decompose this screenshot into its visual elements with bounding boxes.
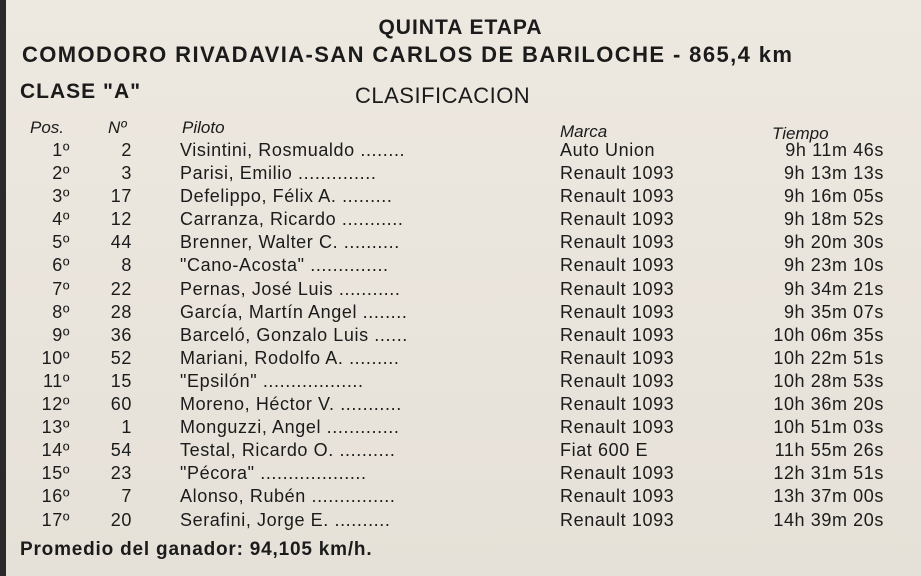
- time-cell: 9h 18m 52s: [783, 209, 884, 230]
- make-cell: Renault 1093: [560, 417, 675, 438]
- table-row: [0, 510, 921, 533]
- driver-cell: Parisi, Emilio ..............: [180, 163, 377, 184]
- column-header-piloto: Piloto: [182, 118, 225, 137]
- time-cell: 9h 35m 07s: [783, 301, 884, 322]
- table-row: [0, 186, 921, 209]
- number-cell: 20: [110, 509, 132, 530]
- position-cell: 9º: [52, 324, 70, 345]
- table-row: [0, 302, 921, 325]
- column-header-tiempo: Tiempo: [772, 124, 829, 143]
- make-cell: Renault 1093: [560, 324, 675, 345]
- time-cell: 14h 39m 20s: [773, 509, 884, 530]
- number-cell: 1: [121, 417, 132, 438]
- driver-cell: Mariani, Rodolfo A. .........: [180, 347, 400, 368]
- time-cell: 13h 37m 00s: [773, 486, 884, 507]
- table-row: [0, 279, 921, 302]
- table-row: [0, 440, 921, 463]
- make-cell: Renault 1093: [560, 186, 675, 207]
- table-row: [0, 255, 921, 278]
- time-cell: 9h 13m 13s: [783, 163, 884, 184]
- column-header-pos: Pos.: [30, 118, 65, 137]
- class-label: CLASE "A": [20, 80, 142, 103]
- column-header-marca: Marca: [560, 122, 608, 141]
- number-cell: 17: [110, 186, 132, 207]
- driver-cell: "Pécora" ...................: [180, 463, 367, 484]
- position-cell: 4º: [52, 209, 70, 230]
- time-cell: 9h 23m 10s: [783, 255, 884, 276]
- route-title: COMODORO RIVADAVIA-SAN CARLOS DE BARILOCHE - 865,4 km: [22, 42, 794, 67]
- make-cell: Renault 1093: [560, 232, 675, 253]
- number-cell: 60: [110, 394, 132, 415]
- make-cell: Renault 1093: [560, 278, 675, 299]
- make-cell: Renault 1093: [560, 463, 675, 484]
- make-cell: Renault 1093: [560, 209, 675, 230]
- number-cell: 2: [121, 140, 132, 160]
- make-cell: Renault 1093: [560, 255, 675, 276]
- position-cell: 8º: [52, 301, 70, 322]
- number-cell: 52: [110, 347, 132, 368]
- driver-cell: Testal, Ricardo O. ..........: [180, 440, 396, 461]
- driver-cell: Carranza, Ricardo ...........: [180, 209, 404, 230]
- table-row: [0, 463, 921, 486]
- table-row: [0, 140, 921, 163]
- table-row: [0, 209, 921, 232]
- driver-cell: Pernas, José Luis ...........: [180, 278, 401, 299]
- time-cell: 12h 31m 51s: [773, 463, 884, 484]
- table-row: [0, 348, 921, 371]
- column-header-no: Nº: [108, 118, 127, 137]
- driver-cell: Visintini, Rosmualdo ........: [180, 140, 406, 160]
- number-cell: 54: [110, 440, 132, 461]
- make-cell: Renault 1093: [560, 394, 675, 415]
- position-cell: 10º: [41, 347, 70, 368]
- time-cell: 10h 28m 53s: [773, 370, 884, 391]
- driver-cell: García, Martín Angel ........: [180, 301, 408, 322]
- make-cell: Auto Union: [560, 140, 656, 160]
- time-cell: 9h 34m 21s: [783, 278, 884, 299]
- table-row: [0, 371, 921, 394]
- driver-cell: Moreno, Héctor V. ...........: [180, 394, 402, 415]
- number-cell: 22: [110, 278, 132, 299]
- number-cell: 36: [110, 324, 132, 345]
- number-cell: 3: [121, 163, 132, 184]
- position-cell: 16º: [41, 486, 70, 507]
- time-cell: 10h 36m 20s: [773, 394, 884, 415]
- stage-title: QUINTA ETAPA: [378, 16, 543, 39]
- position-cell: 2º: [52, 163, 70, 184]
- time-cell: 9h 20m 30s: [783, 232, 884, 253]
- driver-cell: Monguzzi, Angel .............: [180, 417, 400, 438]
- number-cell: 12: [110, 209, 132, 230]
- driver-cell: Brenner, Walter C. ..........: [180, 232, 400, 253]
- table-row: [0, 325, 921, 348]
- driver-cell: "Cano-Acosta" ..............: [180, 255, 389, 276]
- position-cell: 3º: [52, 186, 70, 207]
- time-cell: 10h 51m 03s: [773, 417, 884, 438]
- table-row: [0, 163, 921, 186]
- table-row: [0, 417, 921, 440]
- position-cell: 11º: [42, 370, 70, 391]
- make-cell: Renault 1093: [560, 163, 675, 184]
- position-cell: 5º: [52, 232, 70, 253]
- time-cell: 10h 22m 51s: [773, 347, 884, 368]
- winner-average: Promedio del ganador: 94,105 km/h.: [20, 539, 373, 560]
- make-cell: Renault 1093: [560, 509, 675, 530]
- driver-cell: Barceló, Gonzalo Luis ......: [180, 324, 408, 345]
- position-cell: 17º: [41, 509, 70, 530]
- driver-cell: Serafini, Jorge E. ..........: [180, 509, 391, 530]
- time-cell: 9h 16m 05s: [783, 186, 884, 207]
- time-cell: 10h 06m 35s: [773, 324, 884, 345]
- driver-cell: "Epsilón" ..................: [180, 370, 364, 391]
- table-row: [0, 486, 921, 509]
- number-cell: 8: [121, 255, 132, 276]
- driver-cell: Alonso, Rubén ...............: [180, 486, 396, 507]
- time-cell: 9h 11m 46s: [785, 140, 884, 160]
- section-title: CLASIFICACION: [355, 83, 531, 108]
- number-cell: 28: [110, 301, 132, 322]
- make-cell: Renault 1093: [560, 486, 675, 507]
- make-cell: Fiat 600 E: [560, 440, 649, 461]
- position-cell: 15º: [41, 463, 70, 484]
- number-cell: 44: [110, 232, 132, 253]
- position-cell: 6º: [52, 255, 70, 276]
- make-cell: Renault 1093: [560, 301, 675, 322]
- position-cell: 7º: [52, 278, 70, 299]
- table-row: [0, 232, 921, 255]
- number-cell: 15: [110, 370, 132, 391]
- position-cell: 12º: [41, 394, 70, 415]
- driver-cell: Defelippo, Félix A. .........: [180, 186, 393, 207]
- time-cell: 11h 55m 26s: [774, 440, 884, 461]
- position-cell: 14º: [41, 440, 70, 461]
- position-cell: 13º: [41, 417, 70, 438]
- table-row: [0, 394, 921, 417]
- make-cell: Renault 1093: [560, 370, 675, 391]
- position-cell: 1º: [52, 140, 70, 160]
- results-table: [0, 140, 921, 533]
- number-cell: 23: [110, 463, 132, 484]
- make-cell: Renault 1093: [560, 347, 675, 368]
- number-cell: 7: [121, 486, 132, 507]
